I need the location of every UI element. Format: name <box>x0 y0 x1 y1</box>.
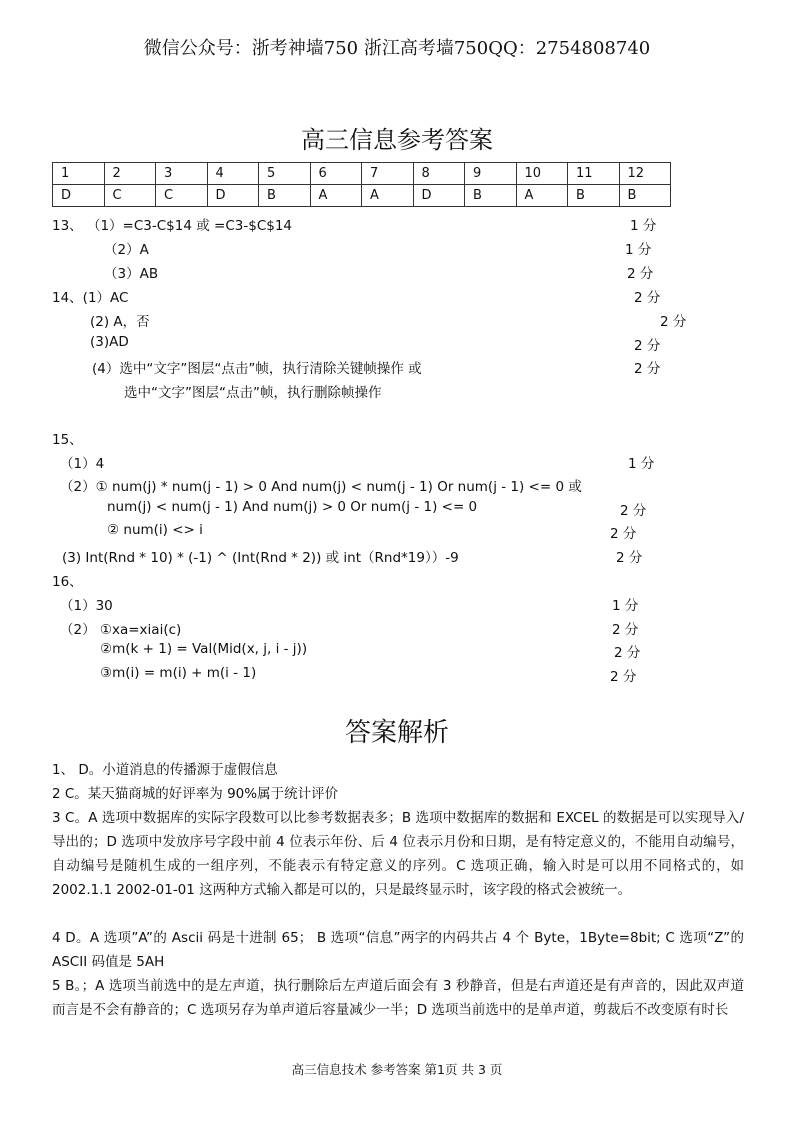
q15-part3-score: 2 分 <box>616 550 643 566</box>
table-cell-number: 11 <box>568 163 620 185</box>
q16-part2-a: （2） ①xa=xiai(c) <box>60 622 182 638</box>
q14-part1: 14、(1）AC <box>52 290 129 306</box>
analysis-item-2: 2 C。某天猫商城的好评率为 90%属于统计评价 <box>52 786 339 802</box>
q16-part1-score: 1 分 <box>612 598 639 614</box>
analysis-item-1: 1、 D。小道消息的传播源于虚假信息 <box>52 762 278 778</box>
table-cell-answer: B <box>568 185 620 207</box>
table-cell-number: 4 <box>207 163 259 185</box>
q16-part2-c: ③m(i) = m(i) + m(i - 1) <box>100 665 257 681</box>
q16-part2-b-score: 2 分 <box>614 645 641 661</box>
table-cell-answer: B <box>259 185 311 207</box>
table-cell-number: 6 <box>310 163 362 185</box>
q13-part3-score: 2 分 <box>627 266 654 282</box>
q16-part2-b: ②m(k + 1) = Val(Mid(x, j, i - j)) <box>100 641 308 657</box>
table-cell-number: 5 <box>259 163 311 185</box>
q15-part2-c-score: 2 分 <box>610 526 637 542</box>
q14-part3-score: 2 分 <box>634 338 661 354</box>
table-cell-number: 2 <box>104 163 156 185</box>
table-cell-number: 3 <box>156 163 208 185</box>
table-cell-number: 1 <box>53 163 105 185</box>
q14-part4-score: 2 分 <box>634 361 661 377</box>
q14-part4: (4）选中“文字”图层“点击”帧，执行清除关键帧操作 或 <box>92 361 422 377</box>
analysis-item-5: 5 B。；A 选项当前选中的是左声道，执行删除后左声道后面会有 3 秒静音，但是右声道还是有声音的，因此双声道而言是不会有静音的；C 选项另存为单声道后容量减少一半；D 选项当前选中的是单声道，剪裁后不改变原有时长 <box>52 978 744 1018</box>
q13-part2-score: 1 分 <box>625 242 652 258</box>
table-cell-answer: D <box>413 185 465 207</box>
q14-part2-score: 2 分 <box>660 314 687 330</box>
q15-part2-b: num(j) < num(j - 1) And num(j) > 0 Or num(j - 1) <= 0 <box>107 499 478 515</box>
q16-label: 16、 <box>52 574 83 590</box>
q16-part2-c-score: 2 分 <box>610 669 637 685</box>
q15-part1-score: 1 分 <box>628 456 655 472</box>
q15-part2-b-score: 2 分 <box>620 503 647 519</box>
q16-part2-a-score: 2 分 <box>612 622 639 638</box>
q15-part3: (3) Int(Rnd * 10) * (-1) ^ (Int(Rnd * 2)) 或 int（Rnd*19））-9 <box>62 550 459 566</box>
table-cell-number: 12 <box>619 163 671 185</box>
analysis-item-4: 4 D。A 选项”A”的 Ascii 码是十进制 65； B 选项“信息”两字的内码共占 4 个 Byte，1Byte=8bit; C 选项“Z”的 ASCII 码值是 5AH <box>52 930 744 970</box>
analysis-item-3: 3 C。A 选项中数据库的实际字段数可以比参考数据表多；B 选项中数据库的数据和 EXCEL 的数据是可以实现导入/导出的；D 选项中发放序号字段中前 4 位表示年份、后 4 位表示月份和日期，是有特定意义的，不能用自动编号，自动编号是随机生成的一组序列，不能表示有特定意义的序列。C 选项正确，输入时是可以用不同格式的，如 2002.1.1 2002-01-01 这两种方式输入都是可以的，只是最终显示时，该字段的格式会被统一。 <box>52 810 744 898</box>
q15-label: 15、 <box>52 432 83 448</box>
q13-part3: （3）AB <box>104 266 159 282</box>
q13-part2: （2）A <box>104 242 149 258</box>
table-cell-answer: A <box>310 185 362 207</box>
table-cell-number: 7 <box>362 163 414 185</box>
answer-table <box>52 162 671 207</box>
answer-table-number-row <box>53 163 671 185</box>
table-cell-answer: C <box>156 185 208 207</box>
q13-part1: 13、 （1）=C3-C$14 或 =C3-$C$14 <box>52 218 293 234</box>
table-cell-answer: D <box>207 185 259 207</box>
q15-part1: （1）4 <box>60 456 105 472</box>
table-cell-answer: B <box>619 185 671 207</box>
page-title: 高三信息参考答案 <box>301 126 493 154</box>
page-header: 微信公众号：浙考神墙750 浙江高考墙750QQ：2754808740 <box>143 38 651 59</box>
q14-part4-alt: 选中“文字”图层“点击”帧，执行删除帧操作 <box>124 385 382 401</box>
table-cell-answer: B <box>465 185 517 207</box>
page-footer: 高三信息技术 参考答案 第1页 共 3 页 <box>291 1062 503 1077</box>
answer-table-answer-row <box>53 185 671 207</box>
q14-part2: (2) A，否 <box>90 314 150 330</box>
q14-part3: (3)AD <box>90 334 129 350</box>
table-cell-number: 10 <box>516 163 568 185</box>
analysis-title: 答案解析 <box>344 718 449 748</box>
q16-part1: （1）30 <box>60 598 113 614</box>
q13-part1-score: 1 分 <box>630 218 657 234</box>
table-cell-answer: D <box>53 185 105 207</box>
table-cell-answer: A <box>362 185 414 207</box>
table-cell-number: 9 <box>465 163 517 185</box>
table-cell-number: 8 <box>413 163 465 185</box>
table-cell-answer: A <box>516 185 568 207</box>
q14-part1-score: 2 分 <box>634 290 661 306</box>
q15-part2-a: （2）① num(j) * num(j - 1) > 0 And num(j) < num(j - 1) Or num(j - 1) <= 0 或 <box>60 479 582 495</box>
table-cell-answer: C <box>104 185 156 207</box>
q15-part2-c: ② num(i) <> i <box>107 522 203 538</box>
